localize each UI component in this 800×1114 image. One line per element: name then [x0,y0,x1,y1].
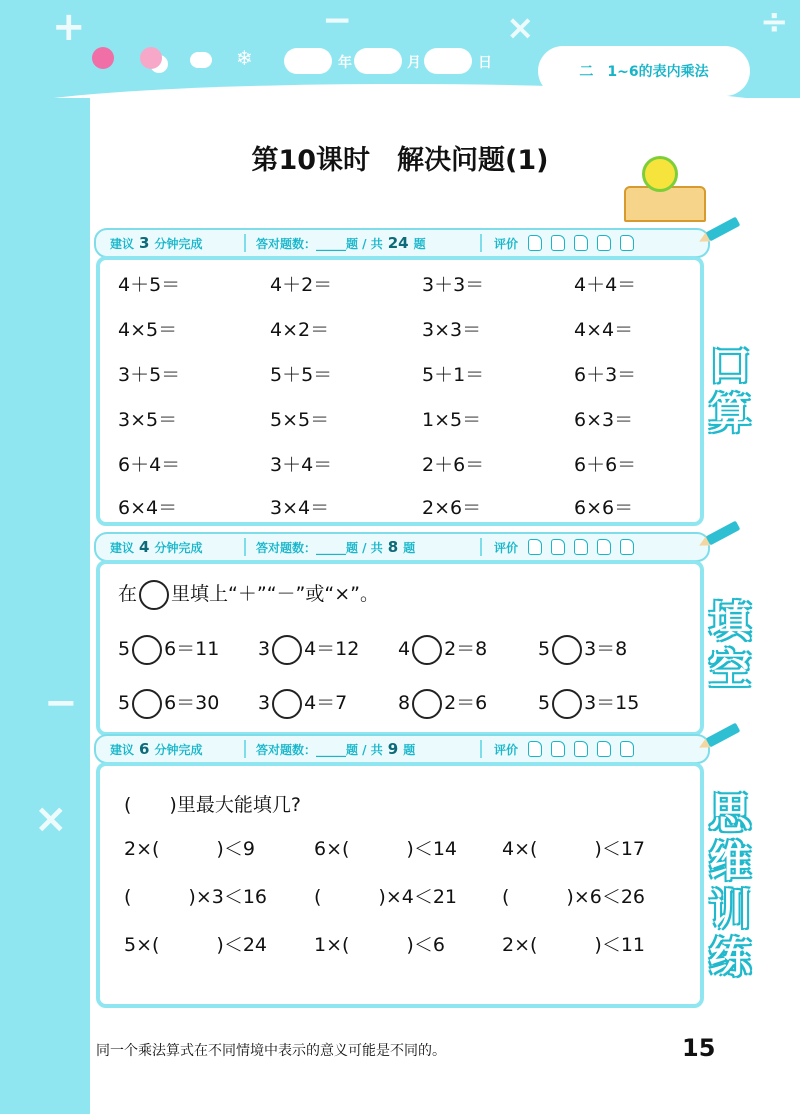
page-title: 第10课时 解决问题(1) [251,145,549,176]
pencil-icon [706,723,741,748]
day-box[interactable] [424,48,472,74]
thumb-icon [574,741,588,757]
plus-decoration-icon: + [52,4,86,50]
open-book-icon [624,186,706,222]
operator-circle[interactable] [272,635,302,665]
year-box[interactable] [284,48,332,74]
thumb-icon [551,235,565,251]
section-2-info-strip: 建议 4 分钟完成 答对题数：_____题 / 共 8 题 评价 [94,532,710,562]
thumb-icon [574,539,588,555]
page-number: 15 [682,1034,716,1062]
flower-icon [642,156,678,192]
month-label: 月 [407,55,421,71]
thumb-icon [551,741,565,757]
pencil-icon [706,521,741,546]
side-band [0,98,90,1114]
year-label: 年 [338,55,352,71]
operator-circle[interactable] [552,635,582,665]
fill-blank-panel: 在 里填上“＋”“－”或“×”。 5 6＝11 3 4＝12 4 2＝8 5 3＝8 5 6＝30 3 4＝7 8 2＝6 5 3＝15 [96,560,704,736]
thumb-icon [528,235,542,251]
times-decoration-icon: × [34,796,68,842]
side-label-thinking-training: 思 维 训 练 [708,789,751,982]
sunny-weather-icon [92,47,114,69]
rainy-weather-icon [190,52,212,68]
operator-circle[interactable] [412,689,442,719]
thinking-instruction: ( )里最大能填几? [124,794,301,816]
thumb-icon [597,235,611,251]
times-decoration-icon: × [506,8,535,48]
snowy-weather-icon: ❄ [236,46,253,70]
operator-circle[interactable] [272,689,302,719]
operator-circle[interactable] [552,689,582,719]
operator-circle[interactable] [132,689,162,719]
day-label: 日 [478,55,492,71]
side-label-fill-blank: 填 空 [708,597,751,694]
thumb-icon [574,235,588,251]
minus-decoration-icon: − [322,0,353,41]
thumb-icon [620,235,634,251]
operator-circle[interactable] [132,635,162,665]
thumb-icon [620,539,634,555]
operator-circle[interactable] [412,635,442,665]
month-box[interactable] [354,48,402,74]
pencil-icon [706,217,741,242]
fill-blank-instruction: 在 里填上“＋”“－”或“×”。 [118,578,379,610]
thumb-icon [528,539,542,555]
thumb-icon [597,741,611,757]
operator-circle-icon [139,580,169,610]
mental-math-panel: 4＋5＝ 4＋2＝ 3＋3＝ 4＋4＝ 4×5＝ 4×2＝ 3×3＝ 4×4＝ 3＋5＝ 5＋5＝ 5＋1＝ 6＋3＝ 3×5＝ 5×5＝ 1×5＝ 6×3＝ 6＋4＝ 3＋4＝ 2＋6＝ 6＋6＝ 6×4＝ 3×4＝ 2×6＝ 6×6＝ [96,256,704,526]
section-3-info-strip: 建议 6 分钟完成 答对题数：_____题 / 共 9 题 评价 [94,734,710,764]
footer-tip: 同一个乘法算式在不同情境中表示的意义可能是不同的。 [96,1043,446,1059]
unit-title: 二 1~6的表内乘法 [538,46,750,96]
divide-decoration-icon: ÷ [760,2,789,42]
minus-decoration-icon: − [44,680,78,726]
side-label-mental-math: 口 算 [708,341,751,438]
thumb-icon [551,539,565,555]
section-1-info-strip: 建议 3 分钟完成 答对题数：_____题 / 共 24 题 评价 [94,228,710,258]
thumb-icon [620,741,634,757]
thumb-icon [528,741,542,757]
thinking-training-panel: ( )里最大能填几? 2×( )＜9 6×( )＜14 4×( )＜17 ( )×3＜16 ( )×4＜21 ( )×6＜26 5×( )＜24 1×( )＜6 2×( )＜11 [96,762,704,1008]
cloudy-weather-icon [140,47,162,69]
thumb-icon [597,539,611,555]
